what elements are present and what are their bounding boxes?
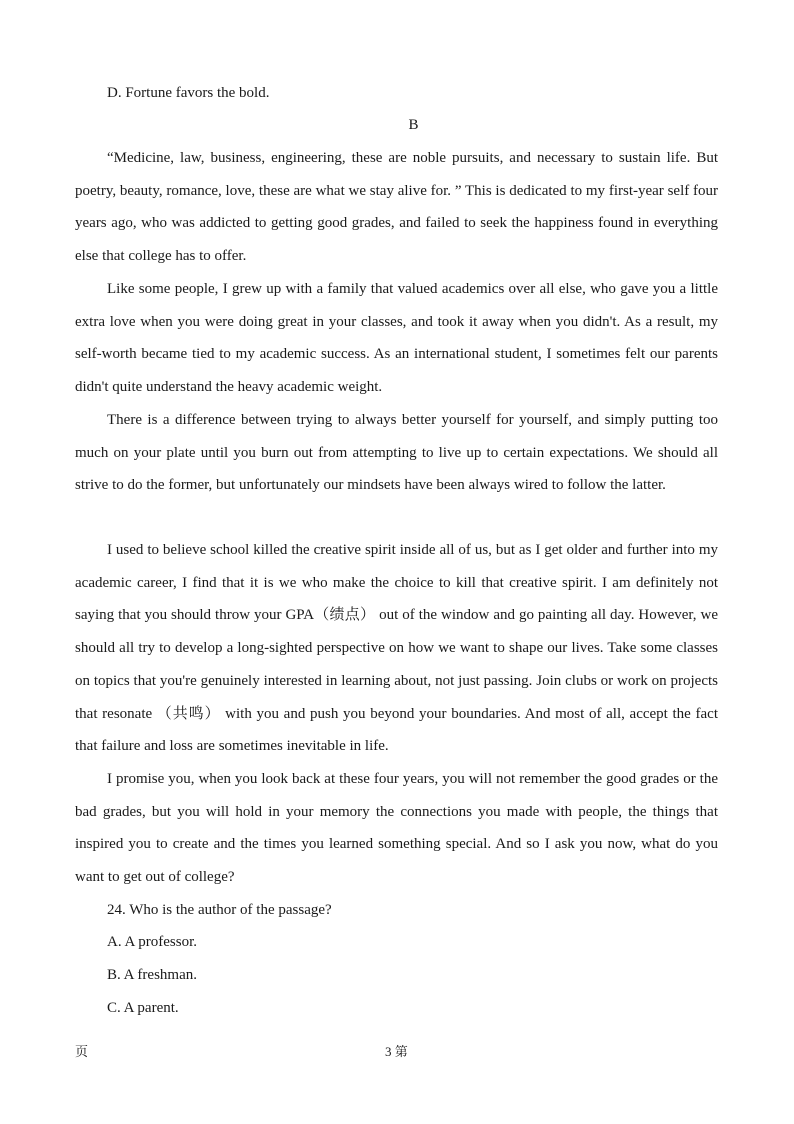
previous-option-d: D. Fortune favors the bold. — [107, 85, 270, 101]
question-option-c: C. A parent. — [107, 1000, 179, 1016]
paragraph-3: There is a difference between trying to always better yourself for yourself, and simply putting too much on your plate until you burn out from attempting to live up to certain expectations. We should all strive to do the former, but unfortunately our mindsets have been always wired to follow the latter. — [75, 412, 718, 494]
question-option-b: B. A freshman. — [107, 967, 197, 983]
paragraph-5: I promise you, when you look back at these four years, you will not remember the good grades or the bad grades, but you will hold in your memory the connections you made with people, the things that inspired you to create and the times you learned something special. And so I ask you now, what do you want to get out of college? — [75, 771, 718, 886]
paragraph-1: “Medicine, law, business, engineering, these are noble pursuits, and necessary to sustain life. But poetry, beauty, romance, love, these are what we stay alive for. ” This is dedicated to my first-year self four years ago, who was addicted to getting good grades, and failed to seek the happiness found in everything else that college has to offer. — [75, 150, 718, 265]
question-option-a: A. A professor. — [107, 934, 197, 950]
paragraph-4: I used to believe school killed the creative spirit inside all of us, but as I get older and further into my academic career, I find that it is we who make the choice to kill that creative spirit. I am definitely not saying that you should throw your GPA（绩点） out of the window and go painting all day. However, we should all try to develop a long-sighted perspective on how we want to shape our lives. Take some classes on topics that you're genuinely interested in learning about, not just passing. Join clubs or work on projects that resonate （共鸣） with you and push you beyond your boundaries. And most of all, accept the fact that failure and loss are sometimes inevitable in life. — [75, 542, 718, 755]
footer-page-number: 3 第 — [385, 1044, 408, 1059]
paragraph-2: Like some people, I grew up with a family that valued academics over all else, who gave you a little extra love when you were doing great in your classes, and took it away when you didn't. As a result, my self-worth became tied to my academic success. As an international student, I sometimes felt our parents didn't quite understand the heavy academic weight. — [75, 281, 718, 396]
question-24: 24. Who is the author of the passage? — [107, 902, 332, 918]
section-label: B — [408, 117, 419, 133]
footer-page-label: 页 — [75, 1044, 89, 1059]
